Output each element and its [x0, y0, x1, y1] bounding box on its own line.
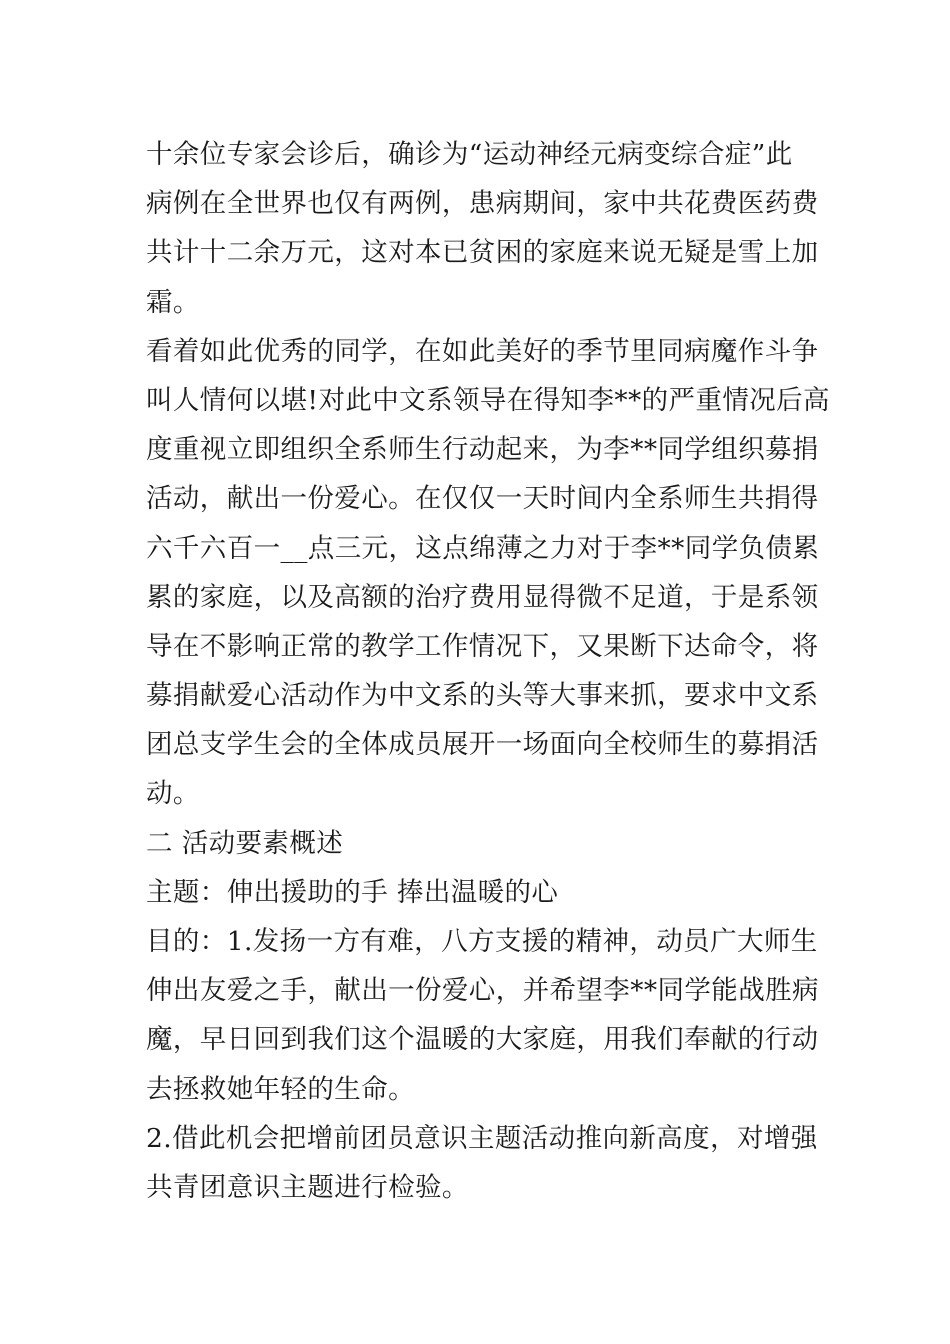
text-line: 共青团意识主题进行检验。: [146, 1171, 469, 1203]
text-line: 累的家庭，以及高额的治疗费用显得微不足道，于是系领: [146, 581, 819, 613]
text-line: 募捐献爱心活动作为中文系的头等大事来抓，要求中文系: [146, 680, 819, 712]
text-line: 病例在全世界也仅有两例，患病期间，家中共花费医药费: [146, 188, 819, 220]
text-line: 伸出友爱之手，献出一份爱心，并希望李**同学能战胜病: [146, 975, 819, 1007]
text-line: 魔，早日回到我们这个温暖的大家庭，用我们奉献的行动: [146, 1024, 819, 1056]
text-line: 六千六百一__点三元，这点绵薄之力对于李**同学负债累: [146, 532, 820, 564]
text-line: 导在不影响正常的教学工作情况下，又果断下达命令，将: [146, 630, 819, 662]
text-line: 团总支学生会的全体成员展开一场面向全校师生的募捐活: [146, 729, 819, 761]
text-line: 共计十二余万元，这对本已贫困的家庭来说无疑是雪上加: [146, 237, 819, 269]
text-line: 看着如此优秀的同学，在如此美好的季节里同病魔作斗争: [146, 335, 819, 367]
text-line: 霜。: [146, 286, 200, 318]
document-body: [146, 130, 830, 1212]
section-heading: 二 活动要素概述: [146, 827, 344, 859]
text-line: 主题：伸出援助的手 捧出温暖的心: [146, 876, 559, 908]
text-line: 目的：1.发扬一方有难，八方支援的精神，动员广大师生: [146, 926, 818, 957]
text-line: 十余位专家会诊后，确诊为“运动神经元病变综合症”此: [146, 139, 793, 170]
text-line: 度重视立即组织全系师生行动起来，为李**同学组织募捐: [146, 434, 819, 466]
text-line: 活动，献出一份爱心。在仅仅一天时间内全系师生共捐得: [146, 483, 819, 515]
text-line: 去拯救她年轻的生命。: [146, 1073, 415, 1105]
text-line: 叫人情何以堪!对此中文系领导在得知李**的严重情况后高: [146, 384, 830, 416]
text-line: 动。: [146, 778, 200, 810]
text-line: 2.借此机会把增前团员意识主题活动推向新高度，对增强: [146, 1122, 818, 1154]
